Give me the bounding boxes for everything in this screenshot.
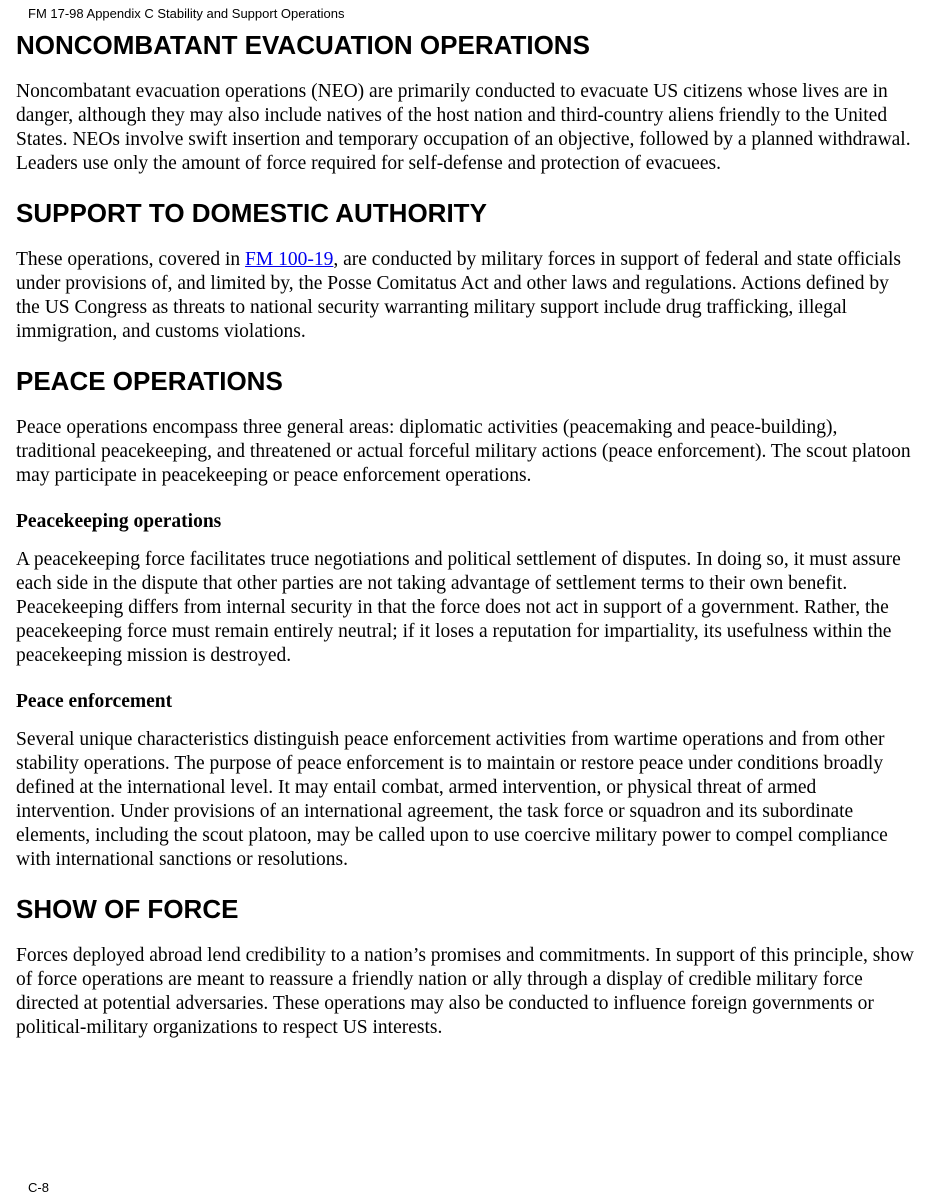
running-header: FM 17-98 Appendix C Stability and Support Operations	[28, 6, 345, 21]
peace-operations-paragraph: Peace operations encompass three general areas: diplomatic activities (peacemaking and peace-building), traditional peacekeeping, and threatened or actual forceful military actions (peace enforcement). The scout platoon may participate in peacekeeping or peace enforcement operations.	[16, 417, 911, 486]
document-body	[16, 30, 916, 1062]
section-title-show-of-force: SHOW OF FORCE	[16, 894, 239, 924]
show-of-force-paragraph: Forces deployed abroad lend credibility to a nation’s promises and commitments. In support of this principle, show of force operations are meant to reassure a friendly nation or ally through a display of credible military force directed at potential adversaries. These operations may also be conducted to influence foreign governments or political-military organizations to respect US interests.	[16, 945, 914, 1038]
subsection-title-peace-enforcement: Peace enforcement	[16, 691, 173, 712]
section-title-domestic-authority: SUPPORT TO DOMESTIC AUTHORITY	[16, 198, 487, 228]
fm-100-19-link[interactable]: FM 100-19	[245, 249, 334, 270]
subsection-title-peacekeeping: Peacekeeping operations	[16, 511, 222, 532]
section-title-peace-operations: PEACE OPERATIONS	[16, 366, 283, 396]
peacekeeping-paragraph: A peacekeeping force facilitates truce negotiations and political settlement of disputes. In doing so, it must assure each side in the dispute that other parties are not taking advantage of settlement terms to their own benefit. Peacekeeping differs from internal security in that the force does not act in support of a government. Rather, the peacekeeping force must remain entirely neutral; if it loses a reputation for impartiality, its usefulness within the peacekeeping mission is destroyed.	[16, 549, 901, 666]
neo-paragraph: Noncombatant evacuation operations (NEO) are primarily conducted to evacuate US citizens whose lives are in danger, although they may also include natives of the host nation and third-country aliens friendly to the United States. NEOs involve swift insertion and temporary occupation of an objective, followed by a planned withdrawal. Leaders use only the amount of force required for self-defense and protection of evacuees.	[16, 81, 911, 174]
domestic-text-after-link: , are conducted by military forces in support of federal and state officials under provisions of, and limited by, the Posse Comitatus Act and other laws and regulations. Actions defined by the US Congress as threats to national security warranting military support include drug trafficking, illegal immigration, and customs violations.	[16, 249, 902, 342]
page-number: C-8	[28, 1180, 49, 1195]
section-title-neo: NONCOMBATANT EVACUATION OPERATIONS	[16, 30, 590, 60]
domestic-authority-paragraph	[16, 248, 916, 344]
domestic-text-before-link: These operations, covered in	[16, 249, 246, 270]
peace-enforcement-paragraph: Several unique characteristics distinguish peace enforcement activities from wartime operations and from other stability operations. The purpose of peace enforcement is to maintain or restore peace under conditions broadly defined at the international level. It may entail combat, armed intervention, or physical threat of armed intervention. Under provisions of an international agreement, the task force or squadron and its subordinate elements, including the scout platoon, may be called upon to use coercive military power to compel compliance with international sanctions or resolutions.	[16, 729, 888, 870]
